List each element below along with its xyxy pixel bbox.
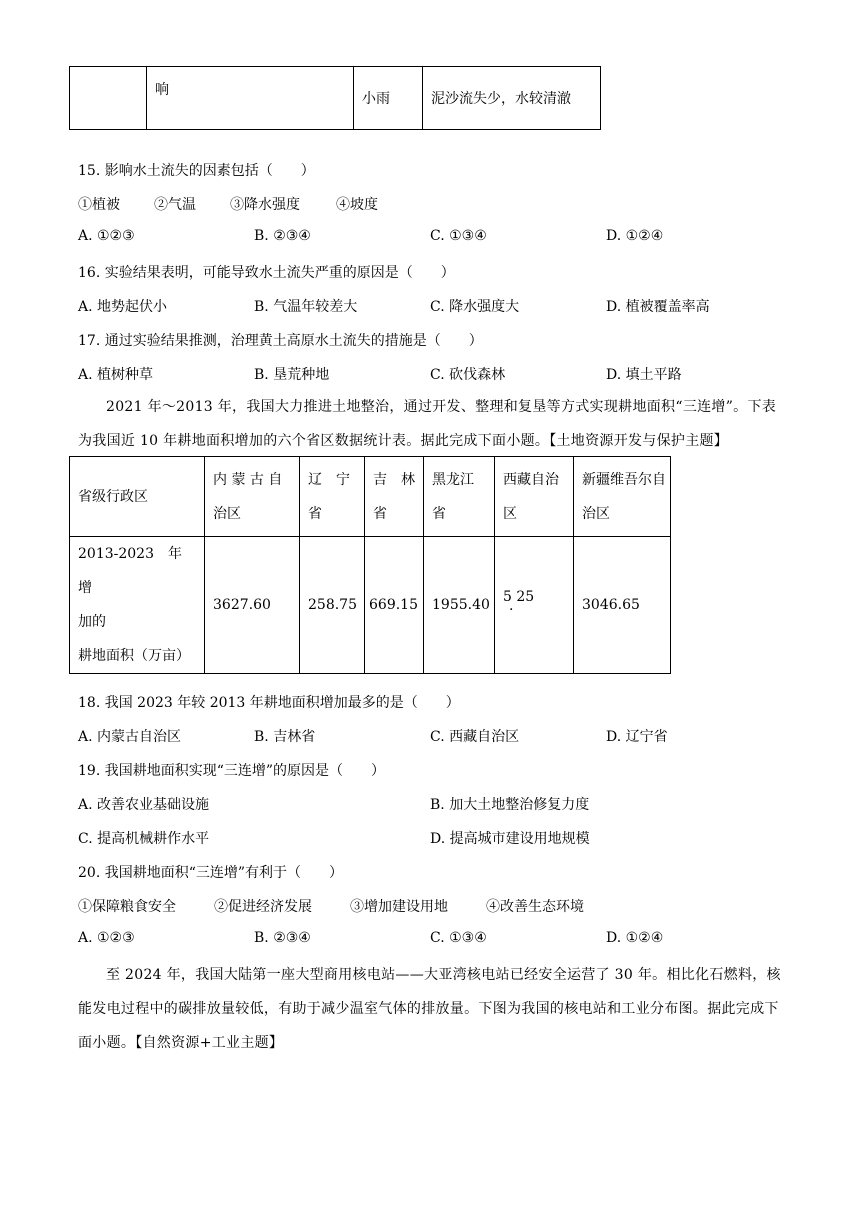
farmland-increase-table [69,456,671,674]
question-19-option-d[interactable]: D. 提高城市建设用地规模 [430,831,590,847]
question-20-option-d[interactable]: D. ①②④ [606,930,664,946]
question-16-option-b[interactable]: B. 气温年较差大 [254,299,358,315]
table-value: 669.15 [365,537,424,674]
question-20-item: ①保障粮食安全 [78,899,176,915]
question-15-stem: 15. 影响水土流失的因素包括（ ） [78,163,315,179]
region-name-line1: 新疆维吾尔自 [582,471,666,488]
table-value: 1955.40 [424,537,495,674]
question-15-item: ②气温 [154,197,196,213]
question-16-stem: 16. 实验结果表明，可能导致水土流失严重的原因是（ ） [78,265,455,281]
region-name-line2: 治区 [213,505,241,522]
table-value: 3046.65 [574,537,671,674]
region-name-line2: 区 [503,505,517,522]
table-cell: 小雨 [354,67,423,130]
question-20-option-b[interactable]: B. ②③④ [254,930,311,946]
question-17-option-c[interactable]: C. 砍伐森林 [430,367,506,383]
question-19-option-a[interactable]: A. 改善农业基础设施 [78,797,210,813]
table-header-row [70,457,671,537]
question-20-option-a[interactable]: A. ①②③ [78,930,135,946]
region-name-line1: 西藏自治 [503,471,559,488]
question-20-item: ②促进经济发展 [214,899,312,915]
table-row [70,537,671,674]
row-label-line3: 耕地面积（万亩） [78,648,190,664]
region-name-line1: 内 蒙 古 自 [213,471,283,488]
question-17-option-d[interactable]: D. 填土平路 [606,367,682,383]
table-row [70,67,601,130]
row-label-line2: 加的 [78,614,106,630]
table-value [495,537,574,674]
question-15-item: ③降水强度 [230,197,300,213]
question-15-option-b[interactable]: B. ②③④ [254,228,311,244]
table-cell [70,67,147,130]
region-name-line2: 省 [308,505,322,522]
question-18-option-b[interactable]: B. 吉林省 [254,729,316,745]
question-19-option-b[interactable]: B. 加大土地整治修复力度 [430,797,590,813]
table-value: 258.75 [300,537,365,674]
experiment-table-fragment [69,66,601,130]
table-header-region [300,457,365,537]
row-label-line1: 2013-2023 年 增 [78,546,196,596]
table-cell: 泥沙流失少，水较清澈 [423,67,601,130]
question-19-option-c[interactable]: C. 提高机械耕作水平 [78,831,210,847]
table-header-region [205,457,300,537]
table-value-dot: · [509,602,514,618]
region-name-line2: 治区 [582,505,610,522]
table-row-label [70,537,205,674]
question-19-stem: 19. 我国耕地面积实现“三连增”的原因是（ ） [78,763,386,779]
region-name-line2: 省 [373,505,387,522]
question-20-option-c[interactable]: C. ①③④ [430,930,487,946]
question-16-option-d[interactable]: D. 植被覆盖率高 [606,299,710,315]
question-15-item: ④坡度 [336,197,378,213]
table-value: 3627.60 [205,537,300,674]
table-cell: 响 [147,67,354,130]
region-name-line2: 省 [432,505,446,522]
question-17-stem: 17. 通过实验结果推测，治理黄土高原水土流失的措施是（ ） [78,333,483,349]
passage-land-resources: 2021 年～2013 年，我国大力推进土地整治，通过开发、整理和复垦等方式实现耕地面积“三连增”。下表为我国近 10 年耕地面积增加的六个省区数据统计表。据此完成下面小题。【土地资源开发与保护主题】 [78,399,777,449]
question-18-stem: 18. 我国 2023 年较 2013 年耕地面积增加最多的是（ ） [78,695,460,711]
question-15-item: ①植被 [78,197,120,213]
question-16-option-c[interactable]: C. 降水强度大 [430,299,520,315]
table-header-region [365,457,424,537]
table-header-region [495,457,574,537]
table-value-main: 5 25 [503,589,535,605]
question-15-option-c[interactable]: C. ①③④ [430,228,487,244]
question-16-option-a[interactable]: A. 地势起伏小 [78,299,168,315]
question-18-option-c[interactable]: C. 西藏自治区 [430,729,520,745]
question-15-option-d[interactable]: D. ①②④ [606,228,664,244]
region-name-line1: 黑龙江 [432,471,474,488]
region-name-line1: 吉 林 [373,471,415,488]
table-header-label: 省级行政区 [70,457,205,537]
question-15-option-a[interactable]: A. ①②③ [78,228,135,244]
table-header-region [424,457,495,537]
question-18-option-a[interactable]: A. 内蒙古自治区 [78,729,182,745]
question-18-option-d[interactable]: D. 辽宁省 [606,729,668,745]
question-17-option-b[interactable]: B. 垦荒种地 [254,367,330,383]
question-20-item: ③增加建设用地 [350,899,448,915]
question-20-item: ④改善生态环境 [486,899,584,915]
passage-nuclear-power: 至 2024 年，我国大陆第一座大型商用核电站——大亚湾核电站已经安全运营了 30 年。相比化石燃料，核能发电过程中的碳排放量较低，有助于减少温室气体的排放量。下图为我国的核电站和工业分布图。据此完成下面小题。【自然资源+工业主题】 [78,967,781,1051]
question-20-stem: 20. 我国耕地面积“三连增”有利于（ ） [78,865,344,881]
table-header-region [574,457,671,537]
region-name-line1: 辽 宁 [308,471,350,488]
question-17-option-a[interactable]: A. 植树种草 [78,367,154,383]
